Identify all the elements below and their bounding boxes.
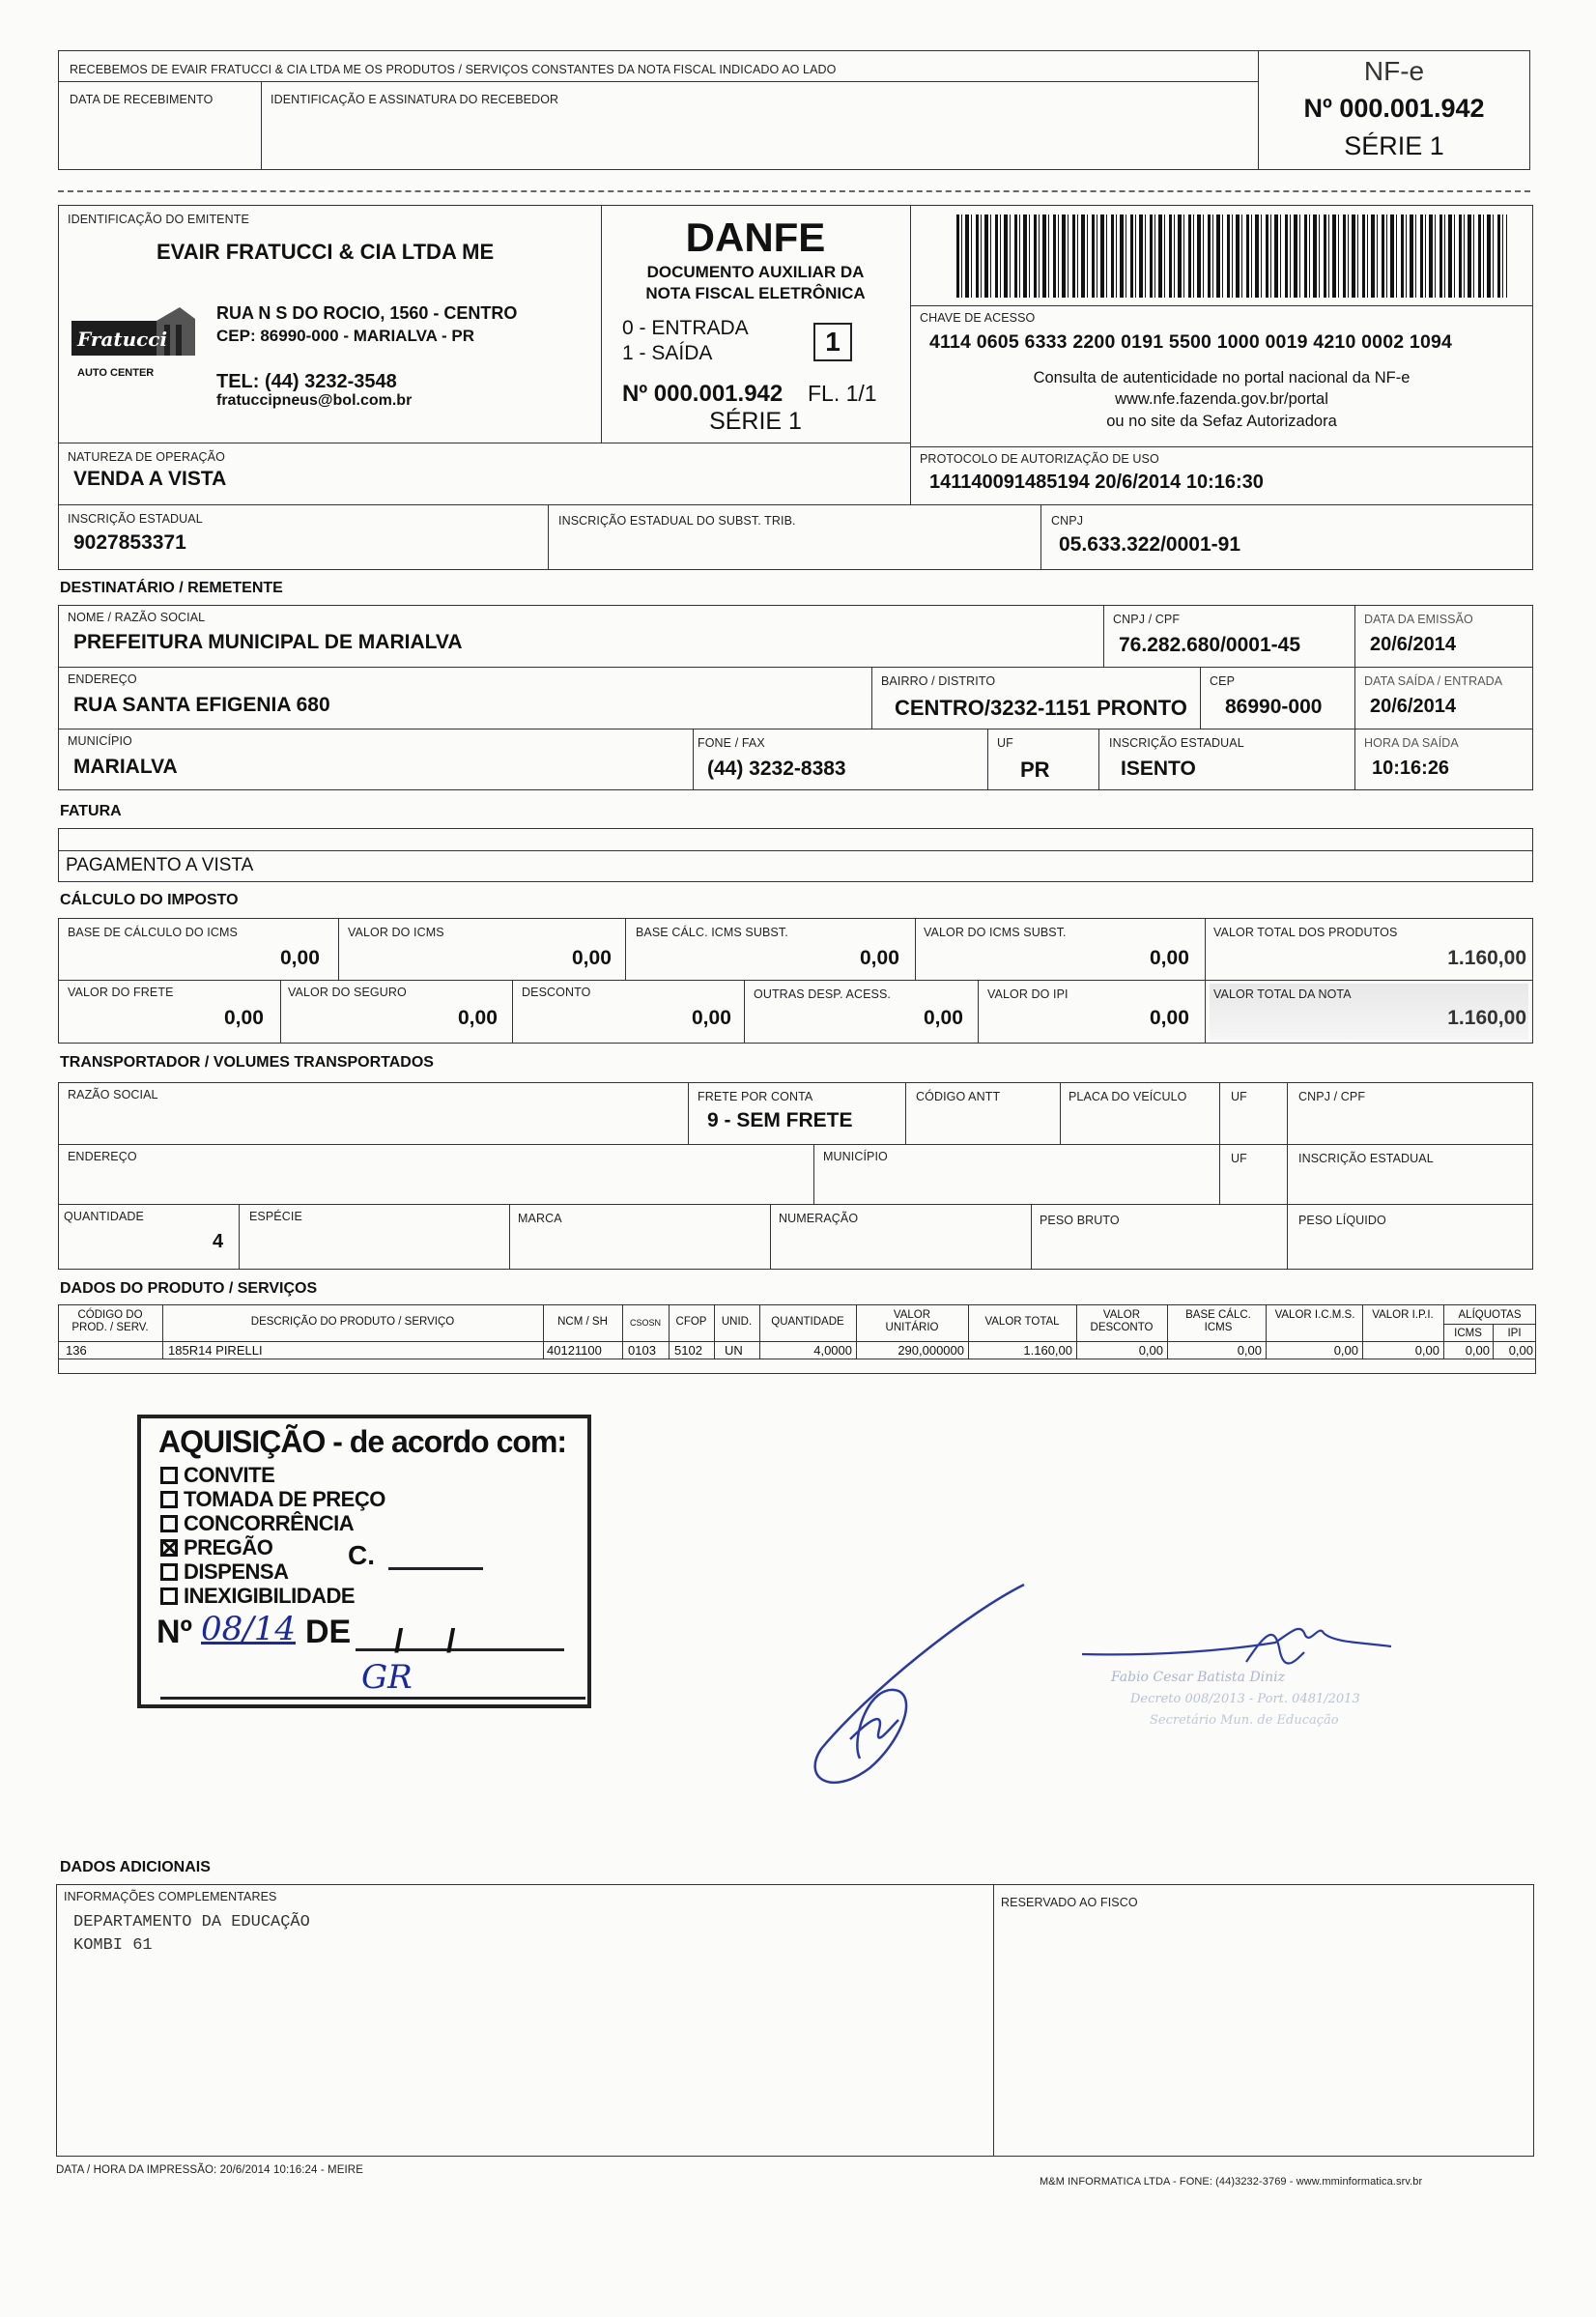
valor-ipi-value: 0,00 xyxy=(1150,1007,1189,1029)
ie-subst-label: INSCRIÇÃO ESTADUAL DO SUBST. TRIB. xyxy=(558,514,796,528)
checkbox-icon xyxy=(160,1491,178,1508)
base-icms-st-value: 0,00 xyxy=(860,947,899,969)
danfe-subtitle-1: DOCUMENTO AUXILIAR DA xyxy=(646,263,865,281)
col-quantidade: QUANTIDADE xyxy=(771,1316,844,1328)
hora-saida: 10:16:26 xyxy=(1372,758,1450,779)
natureza-operacao-value: VENDA A VISTA xyxy=(73,468,227,490)
danfe-subtitle-2: NOTA FISCAL ELETRÔNICA xyxy=(645,284,866,302)
col-base-icms: BASE CÁLC. ICMS xyxy=(1185,1309,1251,1333)
col-unid: UNID. xyxy=(721,1316,753,1328)
row-codigo: 136 xyxy=(66,1343,87,1358)
stamp-c-label: C. xyxy=(348,1540,375,1570)
row-quantidade: 4,0000 xyxy=(813,1343,852,1358)
cnpj-emitente-label: CNPJ xyxy=(1051,514,1084,528)
danfe-folha: FL. 1/1 xyxy=(808,381,877,406)
cut-line xyxy=(58,190,1530,192)
destinatario-fone-label: FONE / FAX xyxy=(698,736,765,750)
valor-icms-value: 0,00 xyxy=(572,947,612,969)
destinatario-uf-label: UF xyxy=(997,736,1013,750)
aquisicao-stamp: AQUISIÇÃO - de acordo com: CONVITE TOMADA DE PREÇO CONCORRÊNCIA PREGÃO DISPENSA INEXIGIBILIDADE C. Nº 08/14 DE / / GR xyxy=(137,1415,591,1708)
base-icms-st-label: BASE CÁLC. ICMS SUBST. xyxy=(636,926,788,939)
produtos-section-title: DADOS DO PRODUTO / SERVIÇOS xyxy=(60,1280,318,1297)
transporte-section-title: TRANSPORTADOR / VOLUMES TRANSPORTADOS xyxy=(60,1054,434,1071)
protocolo-label: PROTOCOLO DE AUTORIZAÇÃO DE USO xyxy=(920,452,1159,466)
consulta-line-3: ou no site da Sefaz Autorizadora xyxy=(1106,413,1337,430)
destinatario-nome: PREFEITURA MUNICIPAL DE MARIALVA xyxy=(73,631,463,653)
info-line-2: KOMBI 61 xyxy=(73,1936,153,1955)
frete-por-conta-label: FRETE POR CONTA xyxy=(698,1090,813,1103)
col-codigo: CÓDIGO DO PROD. / SERV. xyxy=(71,1309,149,1333)
destinatario-cnpj: 76.282.680/0001-45 xyxy=(1119,634,1301,656)
destinatario-municipio-label: MUNICÍPIO xyxy=(68,734,132,748)
checkbox-icon xyxy=(160,1588,178,1605)
desconto-value: 0,00 xyxy=(692,1007,731,1029)
valor-icms-st-label: VALOR DO ICMS SUBST. xyxy=(924,926,1067,939)
row-valor-unitario: 290,000000 xyxy=(898,1343,964,1358)
quantidade-value: 4 xyxy=(213,1231,224,1252)
danfe-tipo-box: 1 xyxy=(813,323,852,361)
emitente-logo-subtitle: AUTO CENTER xyxy=(77,367,155,379)
numeracao-label: NUMERAÇÃO xyxy=(779,1212,859,1225)
stamp-option-tomada: TOMADA DE PREÇO xyxy=(160,1487,385,1511)
identificacao-emitente-label: IDENTIFICAÇÃO DO EMITENTE xyxy=(68,213,249,226)
emitente-telefone: TEL: (44) 3232-3548 xyxy=(216,371,397,392)
chave-acesso-value: 4114 0605 6333 2200 0191 5500 1000 0019 4210 0002 1094 xyxy=(929,331,1453,353)
destinatario-endereco-label: ENDEREÇO xyxy=(68,672,137,686)
data-saida-label: DATA SAÍDA / ENTRADA xyxy=(1364,674,1503,688)
stamp-numero-label: Nº xyxy=(157,1614,192,1650)
checked-box-icon xyxy=(160,1539,178,1557)
destinatario-bairro: CENTRO/3232-1151 PRONTO xyxy=(895,696,1187,720)
canhoto-numero: Nº 000.001.942 xyxy=(1303,94,1485,123)
destinatario-ie: ISENTO xyxy=(1121,758,1196,780)
imposto-section-title: CÁLCULO DO IMPOSTO xyxy=(60,892,239,908)
natureza-operacao-label: NATUREZA DE OPERAÇÃO xyxy=(68,450,225,464)
destinatario-municipio: MARIALVA xyxy=(73,756,178,778)
stamp-option-dispensa: DISPENSA xyxy=(160,1559,385,1584)
row-valor-ipi: 0,00 xyxy=(1414,1343,1439,1358)
col-valor-desconto: VALOR DESCONTO xyxy=(1090,1309,1154,1333)
chave-barcode xyxy=(956,215,1507,298)
svg-text:Fabio Cesar Batista Diniz: Fabio Cesar Batista Diniz xyxy=(1111,1670,1286,1685)
checkbox-icon xyxy=(160,1515,178,1532)
destinatario-endereco: RUA SANTA EFIGENIA 680 xyxy=(73,694,330,716)
emitente-razao-social: EVAIR FRATUCCI & CIA LTDA ME xyxy=(157,240,495,264)
danfe-serie: SÉRIE 1 xyxy=(709,408,802,435)
hora-saida-label: HORA DA SAÍDA xyxy=(1364,736,1459,750)
fatura-block xyxy=(58,828,1533,882)
destinatario-ie-label: INSCRIÇÃO ESTADUAL xyxy=(1109,736,1244,750)
emitente-logo xyxy=(71,307,195,369)
destinatario-fone: (44) 3232-8383 xyxy=(707,758,846,780)
base-icms-value: 0,00 xyxy=(280,947,320,969)
stamp-option-convite: CONVITE xyxy=(160,1463,385,1487)
col-aliq-ipi: IPI xyxy=(1507,1328,1522,1339)
stamp-de-label: DE xyxy=(305,1614,352,1650)
valor-icms-label: VALOR DO ICMS xyxy=(348,926,444,939)
inscricao-estadual-value: 9027853371 xyxy=(73,531,186,554)
total-nota-label: VALOR TOTAL DA NOTA xyxy=(1213,987,1352,1001)
destinatario-cnpj-label: CNPJ / CPF xyxy=(1113,613,1181,626)
codigo-antt-label: CÓDIGO ANTT xyxy=(916,1090,1001,1103)
col-descricao: DESCRIÇÃO DO PRODUTO / SERVIÇO xyxy=(250,1316,455,1328)
desconto-label: DESCONTO xyxy=(522,986,591,999)
row-valor-icms: 0,00 xyxy=(1333,1343,1358,1358)
stamp-option-pregao: PREGÃO xyxy=(160,1535,385,1559)
chave-acesso-label: CHAVE DE ACESSO xyxy=(920,311,1036,325)
canhoto-serie: SÉRIE 1 xyxy=(1344,131,1444,160)
base-icms-label: BASE DE CÁLCULO DO ICMS xyxy=(68,926,238,939)
identificacao-recebedor-label: IDENTIFICAÇÃO E ASSINATURA DO RECEBEDOR xyxy=(271,93,559,106)
row-aliq-icms: 0,00 xyxy=(1465,1343,1490,1358)
transportador-razao-label: RAZÃO SOCIAL xyxy=(68,1088,158,1101)
destinatario-cep: 86990-000 xyxy=(1225,696,1323,718)
stamp-title: AQUISIÇÃO - de acordo com: xyxy=(158,1424,567,1459)
row-aliq-ipi: 0,00 xyxy=(1508,1343,1533,1358)
transportador-uf-label: UF xyxy=(1231,1090,1247,1103)
svg-text:Decreto 008/2013 - Port. 0481/: Decreto 008/2013 - Port. 0481/2013 xyxy=(1130,1692,1360,1706)
data-recebimento-label: DATA DE RECEBIMENTO xyxy=(70,93,214,106)
transportador-municipio-label: MUNICÍPIO xyxy=(823,1150,888,1163)
inscricao-estadual-label: INSCRIÇÃO ESTADUAL xyxy=(68,512,203,526)
cnpj-emitente-value: 05.633.322/0001-91 xyxy=(1059,533,1241,556)
stamp-option-concorrencia: CONCORRÊNCIA xyxy=(160,1511,385,1535)
data-emissao: 20/6/2014 xyxy=(1370,634,1456,655)
col-cfop: CFOP xyxy=(675,1316,707,1328)
danfe-title: DANFE xyxy=(685,215,826,260)
total-produtos-value: 1.160,00 xyxy=(1447,947,1526,969)
destinatario-cep-label: CEP xyxy=(1210,674,1236,688)
svg-text:Fratucci: Fratucci xyxy=(77,328,168,351)
adicionais-section-title: DADOS ADICIONAIS xyxy=(60,1859,211,1875)
consulta-line-1: Consulta de autenticidade no portal nacional da NF-e xyxy=(1033,369,1411,386)
emitente-endereco: RUA N S DO ROCIO, 1560 - CENTRO xyxy=(216,303,518,323)
peso-bruto-label: PESO BRUTO xyxy=(1040,1214,1120,1227)
transportador-cnpj-label: CNPJ / CPF xyxy=(1298,1090,1366,1103)
danfe-numero: Nº 000.001.942 xyxy=(622,381,784,407)
row-descricao: 185R14 PIRELLI xyxy=(168,1343,263,1358)
canhoto-nfe-label: NF-e xyxy=(1363,56,1425,86)
valor-seguro-value: 0,00 xyxy=(458,1007,498,1029)
danfe-saida: 1 - SAÍDA xyxy=(622,342,713,364)
row-ncm: 40121100 xyxy=(547,1343,602,1358)
stamp-numero-handwritten: 08/14 xyxy=(201,1610,296,1648)
destinatario-bairro-label: BAIRRO / DISTRITO xyxy=(881,674,996,688)
data-emissao-label: DATA DA EMISSÃO xyxy=(1364,613,1473,626)
destinatario-section-title: DESTINATÁRIO / REMETENTE xyxy=(60,580,283,596)
valor-icms-st-value: 0,00 xyxy=(1150,947,1189,969)
data-saida: 20/6/2014 xyxy=(1370,696,1456,717)
col-aliquotas: ALÍQUOTAS xyxy=(1458,1309,1522,1321)
col-valor-unitario: VALOR UNITÁRIO xyxy=(885,1309,939,1333)
danfe-entrada: 0 - ENTRADA xyxy=(622,317,749,339)
emitente-email: fratuccipneus@bol.com.br xyxy=(216,392,413,409)
col-valor-icms: VALOR I.C.M.S. xyxy=(1274,1309,1355,1321)
transportador-uf2-label: UF xyxy=(1231,1152,1247,1165)
consulta-line-2: www.nfe.fazenda.gov.br/portal xyxy=(1115,390,1328,408)
total-produtos-label: VALOR TOTAL DOS PRODUTOS xyxy=(1213,926,1398,939)
transportador-endereco-label: ENDEREÇO xyxy=(68,1150,137,1163)
row-unid: UN xyxy=(725,1343,743,1358)
col-valor-total: VALOR TOTAL xyxy=(984,1316,1060,1328)
info-complementares-label: INFORMAÇÕES COMPLEMENTARES xyxy=(64,1890,277,1903)
row-csosn: 0103 xyxy=(628,1343,656,1358)
checkbox-icon xyxy=(160,1467,178,1484)
signature-1 xyxy=(792,1575,1043,1807)
stamp-option-inexigibilidade: INEXIGIBILIDADE xyxy=(160,1584,385,1608)
stamp-initials: GR xyxy=(361,1658,413,1697)
software-info: M&M INFORMATICA LTDA - FONE: (44)3232-3769 - www.mminformatica.srv.br xyxy=(1040,2176,1423,2188)
destinatario-uf: PR xyxy=(1020,758,1050,782)
svg-text:Secretário Mun. de Educação: Secretário Mun. de Educação xyxy=(1150,1713,1339,1728)
frete-por-conta-value: 9 - SEM FRETE xyxy=(707,1109,853,1131)
checkbox-icon xyxy=(160,1563,178,1581)
col-csosn: CSOSN xyxy=(629,1318,661,1328)
emitente-cep: CEP: 86990-000 - MARIALVA - PR xyxy=(216,327,475,345)
fatura-value: PAGAMENTO A VISTA xyxy=(66,855,254,875)
quantidade-label: QUANTIDADE xyxy=(64,1210,144,1223)
col-aliq-icms: ICMS xyxy=(1454,1328,1482,1339)
valor-ipi-label: VALOR DO IPI xyxy=(987,987,1069,1001)
row-valor-total: 1.160,00 xyxy=(1023,1343,1072,1358)
stamp-options xyxy=(160,1463,385,1608)
row-cfop: 5102 xyxy=(674,1343,702,1358)
valor-seguro-label: VALOR DO SEGURO xyxy=(288,986,407,999)
placa-veiculo-label: PLACA DO VEÍCULO xyxy=(1069,1090,1187,1103)
canhoto-header-text: RECEBEMOS DE EVAIR FRATUCCI & CIA LTDA ME OS PRODUTOS / SERVIÇOS CONSTANTES DA NOTA FISCAL INDICADO AO LADO xyxy=(70,63,837,76)
row-valor-desconto: 0,00 xyxy=(1138,1343,1163,1358)
info-line-1: DEPARTAMENTO DA EDUCAÇÃO xyxy=(73,1913,310,1931)
row-base-icms: 0,00 xyxy=(1237,1343,1262,1358)
destinatario-nome-label: NOME / RAZÃO SOCIAL xyxy=(68,611,206,624)
especie-label: ESPÉCIE xyxy=(249,1210,302,1223)
outras-despesas-value: 0,00 xyxy=(924,1007,963,1029)
col-valor-ipi: VALOR I.P.I. xyxy=(1372,1309,1434,1321)
col-ncm: NCM / SH xyxy=(557,1316,608,1328)
marca-label: MARCA xyxy=(518,1212,562,1225)
signature-2 xyxy=(1082,1604,1468,1739)
valor-frete-value: 0,00 xyxy=(224,1007,264,1029)
valor-frete-label: VALOR DO FRETE xyxy=(68,986,174,999)
total-nota-value: 1.160,00 xyxy=(1447,1007,1526,1029)
reservado-fisco-label: RESERVADO AO FISCO xyxy=(1001,1896,1138,1909)
peso-liquido-label: PESO LÍQUIDO xyxy=(1298,1214,1386,1227)
outras-despesas-label: OUTRAS DESP. ACESS. xyxy=(754,987,891,1001)
transportador-ie-label: INSCRIÇÃO ESTADUAL xyxy=(1298,1152,1434,1165)
protocolo-value: 141140091485194 20/6/2014 10:16:30 xyxy=(929,472,1264,493)
fatura-section-title: FATURA xyxy=(60,803,122,819)
data-hora-impressao: DATA / HORA DA IMPRESSÃO: 20/6/2014 10:16:24 - MEIRE xyxy=(56,2164,363,2176)
